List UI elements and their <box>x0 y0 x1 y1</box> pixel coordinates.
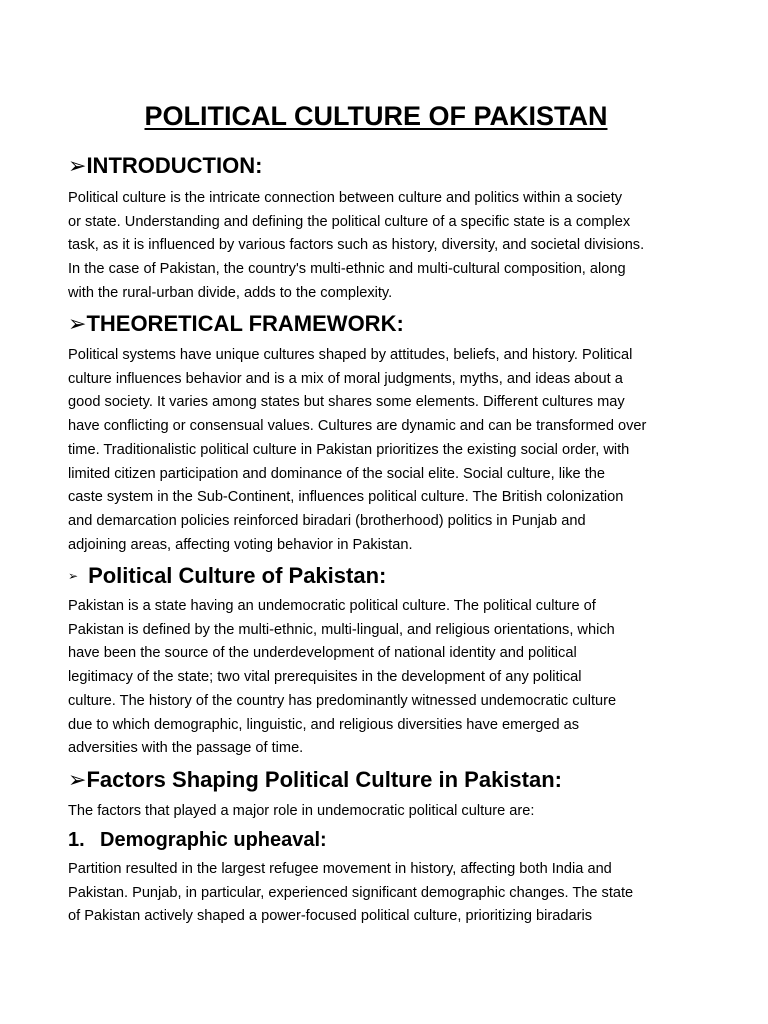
heading-text: Factors Shaping Political Culture in Pakistan: <box>86 767 562 792</box>
text-line: good society. It varies among states but shares some elements. Different cultures may <box>68 394 625 411</box>
text-line: with the rural-urban divide, adds to the complexity. <box>68 284 393 301</box>
text-line: legitimacy of the state; two vital prerequisites in the development of any political <box>68 669 582 686</box>
text-line: limited citizen participation and dominance of the social elite. Social culture, like the <box>68 465 606 482</box>
text-line: Political systems have unique cultures shaped by attitudes, beliefs, and history. Political <box>68 347 633 363</box>
arrow-bullet-icon: ➢ <box>68 153 87 178</box>
text-line: Pakistan is defined by the multi-ethnic, multi-lingual, and religious orientations, which <box>68 621 615 638</box>
text-line: Political culture is the intricate connection between culture and politics within a society <box>68 190 623 206</box>
text-line: time. Traditionalistic political culture in Pakistan prioritizes the existing social order, with <box>68 441 630 458</box>
text-line: culture influences behavior and is a mix of moral judgments, myths, and ideas about a <box>68 370 623 387</box>
text-line: The factors that played a major role in undemocratic political culture are: <box>68 803 535 819</box>
heading-text: Demographic upheaval: <box>100 829 327 851</box>
text-line: culture. The history of the country has predominantly witnessed undemocratic culture <box>68 692 617 709</box>
text-line: of Pakistan actively shaped a power-focused political culture, prioritizing biradaris <box>68 908 593 925</box>
heading-theoretical-framework <box>68 309 404 339</box>
paragraph-theoretical-framework <box>68 344 704 557</box>
arrow-bullet-icon: ➢ <box>68 767 87 792</box>
text-line: Pakistan is a state having an undemocratic political culture. The political culture of <box>68 598 596 614</box>
document-title: POLITICAL CULTURE OF PAKISTAN <box>144 101 608 131</box>
heading-text: INTRODUCTION: <box>86 153 263 178</box>
text-line: adversities with the passage of time. <box>68 740 304 757</box>
heading-text: THEORETICAL FRAMEWORK: <box>86 311 404 336</box>
heading-demographic-upheaval <box>68 826 327 854</box>
text-line: and demarcation policies reinforced biradari (brotherhood) politics in Punjab and <box>68 512 586 529</box>
heading-introduction <box>68 151 262 181</box>
paragraph-introduction <box>68 187 704 306</box>
paragraph-factors <box>68 800 704 824</box>
text-line: In the case of Pakistan, the country's multi-ethnic and multi-cultural composition, along <box>68 261 626 278</box>
arrow-bullet-icon: ➢ <box>68 569 79 583</box>
text-line: or state. Understanding and defining the political culture of a specific state is a complex <box>68 213 631 230</box>
text-line: Partition resulted in the largest refugee movement in history, affecting both India and <box>68 861 612 877</box>
text-line: adjoining areas, affecting voting behavior in Pakistan. <box>68 536 413 553</box>
text-line: due to which demographic, linguistic, and religious diversities have emerged as <box>68 716 580 733</box>
heading-text: Political Culture of Pakistan: <box>88 563 387 588</box>
list-number: 1. <box>68 829 85 851</box>
text-line: have conflicting or consensual values. Cultures are dynamic and can be transformed over <box>68 418 647 435</box>
arrow-bullet-icon: ➢ <box>68 311 87 336</box>
paragraph-political-culture <box>68 595 704 761</box>
heading-political-culture-of-pakistan <box>68 561 386 591</box>
text-line: have been the source of the underdevelopment of national identity and political <box>68 645 577 662</box>
text-line: caste system in the Sub-Continent, influences political culture. The British colonization <box>68 489 624 506</box>
heading-factors-shaping <box>68 765 562 795</box>
paragraph-demographic <box>68 858 704 929</box>
text-line: task, as it is influenced by various factors such as history, diversity, and societal divisions. <box>68 237 645 254</box>
text-line: Pakistan. Punjab, in particular, experienced significant demographic changes. The state <box>68 884 634 901</box>
